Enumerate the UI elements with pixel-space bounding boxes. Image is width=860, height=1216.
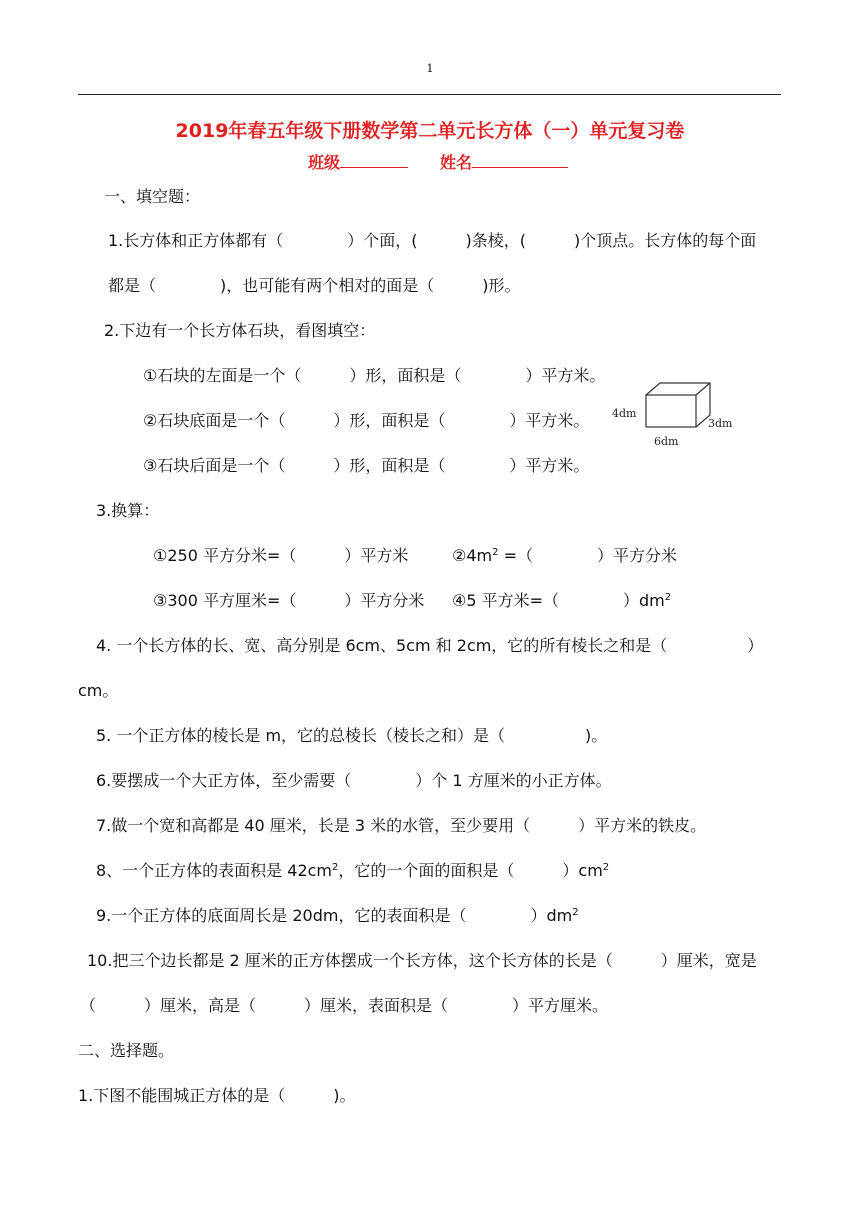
section-heading-1: 一、填空题：	[104, 187, 201, 206]
class-label: 班级	[308, 153, 341, 172]
cuboid-top-right-edge	[696, 383, 710, 395]
question-2-b: ②石块底面是一个（ ）形，面积是（ ）平方米。	[143, 411, 590, 430]
document-title: 2019年春五年级下册数学第二单元长方体（一）单元复习卷	[175, 120, 685, 142]
question-4-line-1: 4. 一个长方体的长、宽、高分别是 6cm、5cm 和 2cm，它的所有棱长之和是（ ）	[96, 636, 764, 655]
question-5: 5. 一个正方体的棱长是 m，它的总棱长（棱长之和）是（ )。	[96, 726, 608, 745]
choice-question-1: 1.下图不能围城正方体的是（ )。	[78, 1086, 356, 1105]
section-heading-2: 二、选择题。	[78, 1041, 175, 1060]
height-label: 4dm	[612, 407, 637, 420]
name-field	[440, 150, 568, 173]
length-label: 6dm	[654, 435, 679, 448]
question-3-a2: $②4m^2$ =（ ）平方分米	[452, 546, 677, 565]
question-10-line-1: 10.把三个边长都是 2 厘米的正方体摆成一个长方体，这个长方体的长是（ ）厘米，宽是	[87, 951, 757, 970]
question-1-line-2: 都是（ )，也可能有两个相对的面是（ )形。	[108, 276, 521, 295]
question-7: 7.做一个宽和高都是 40 厘米，长是 3 米的水管，至少要用（ ）平方米的铁皮。	[96, 816, 707, 835]
question-3-b1: ③300 平方厘米=（ ）平方分米	[153, 591, 425, 610]
name-blank[interactable]	[472, 153, 568, 168]
question-9: 9.一个正方体的底面周长是 20dm，它的表面积是（ ）$dm^2$	[96, 906, 579, 925]
cuboid-top-side-edges	[646, 383, 710, 427]
question-6: 6.要摆成一个大正方体，至少需要（ ）个 1 方厘米的小正方体。	[96, 771, 612, 790]
question-4-line-2: cm。	[78, 681, 119, 700]
question-10-line-2: （ ）厘米，高是（ ）厘米，表面积是（ ）平方厘米。	[80, 996, 609, 1015]
question-3: 3.换算：	[96, 501, 160, 520]
class-field	[308, 150, 408, 173]
question-3-a1: ①250 平方分米=（ ）平方米	[153, 546, 409, 565]
name-label: 姓名	[440, 153, 473, 172]
page-number: 1	[426, 62, 434, 75]
cuboid-front-face	[646, 395, 696, 427]
question-8: 8、一个正方体的表面积是 $42cm^2$，它的一个面的面积是（ ）$cm^2$	[96, 861, 610, 880]
question-2-a: ①石块的左面是一个（ ）形，面积是（ ）平方米。	[143, 366, 606, 385]
question-2: 2.下边有一个长方体石块，看图填空：	[104, 321, 376, 340]
cuboid-figure	[608, 375, 748, 455]
class-blank[interactable]	[340, 153, 408, 168]
question-2-c: ③石块后面是一个（ ）形，面积是（ ）平方米。	[143, 456, 590, 475]
question-1-line-1: 1.长方体和正方体都有（ ）个面，( )条棱，( )个顶点。长方体的每个面	[108, 231, 757, 250]
question-3-b2: ④5 平方米=（ ）$dm^2$	[452, 591, 672, 610]
header-rule	[78, 94, 781, 95]
width-label: 3dm	[708, 417, 733, 430]
